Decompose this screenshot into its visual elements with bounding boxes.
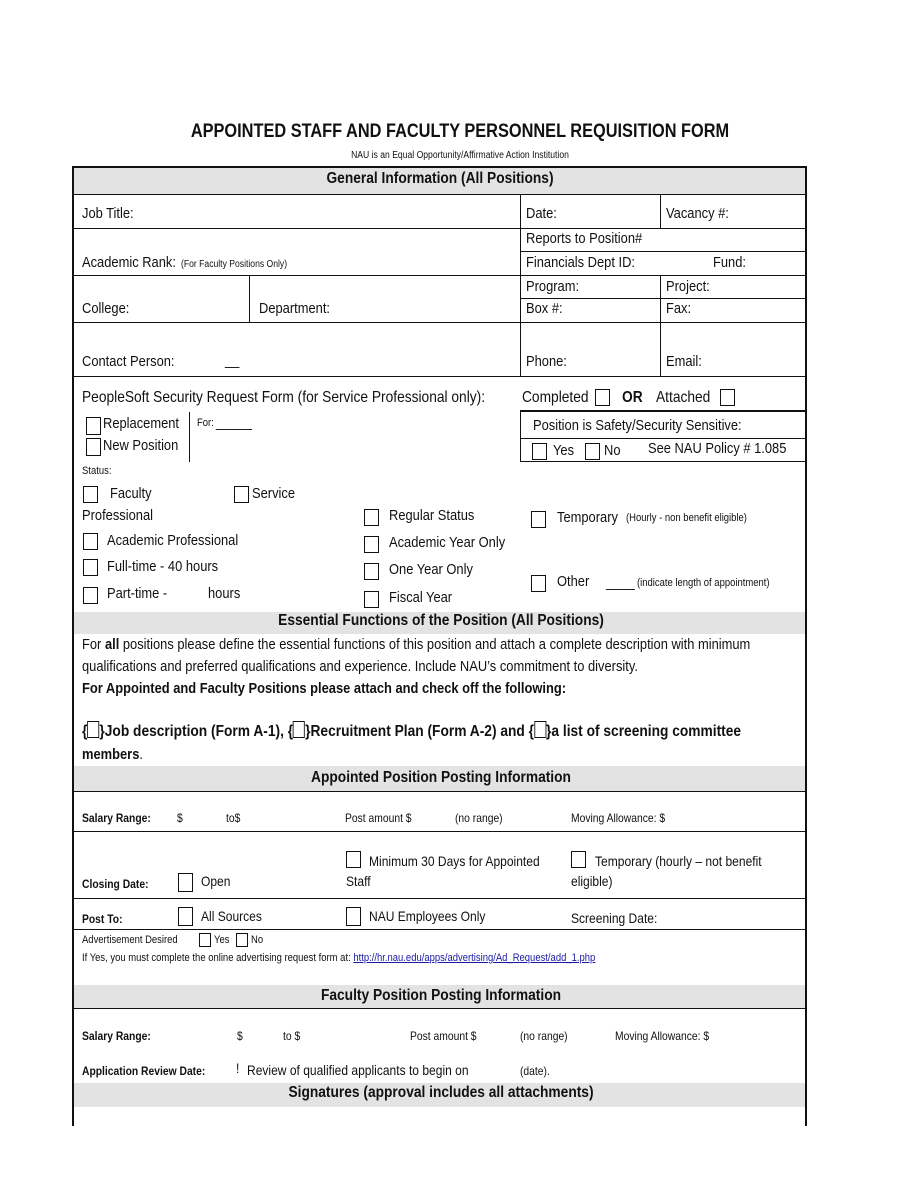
other-checkbox[interactable] — [531, 575, 546, 592]
no-range-label: (no range) — [455, 811, 503, 825]
general-heading: General Information (All Positions) — [326, 170, 554, 187]
grid-line — [72, 275, 806, 276]
open-checkbox[interactable] — [178, 873, 193, 892]
grid-line — [72, 322, 806, 323]
faculty-no-range-label: (no range) — [520, 1029, 568, 1043]
temporary-checkbox[interactable] — [531, 511, 546, 528]
other-note: (indicate length of appointment) — [637, 577, 770, 589]
essential-line-2: qualifications and preferred qualifications and experience. Include NAU’s commitment to diversity. — [82, 658, 638, 675]
appointed-heading: Appointed Position Posting Information — [311, 769, 571, 786]
fiscal-year-checkbox[interactable] — [364, 591, 379, 608]
email-label: Email: — [666, 353, 702, 370]
department-label: Department: — [259, 300, 330, 317]
salary-range-label: Salary Range: — [82, 811, 151, 825]
adv-request-link[interactable]: http://hr.nau.edu/apps/advertising/Ad_Request/add_1.php — [353, 952, 596, 964]
regular-status-checkbox[interactable] — [364, 509, 379, 526]
project-label: Project: — [666, 278, 710, 295]
safety-box-bottom — [520, 461, 806, 462]
attachments-line: { }Job description (Form A-1), { }Recruitment Plan (Form A-2) and { }a list of screening committee — [82, 723, 742, 740]
for-blank: _____ — [216, 414, 252, 431]
temp-hourly-label-cont: eligible) — [571, 873, 613, 889]
temporary-label: Temporary — [557, 509, 618, 526]
screening-committee-checkbox[interactable] — [534, 721, 546, 738]
form-subtitle: NAU is an Equal Opportunity/Affirmative Action Institution — [351, 150, 569, 161]
adv-yes-label: Yes — [214, 934, 230, 946]
part-time-checkbox[interactable] — [83, 587, 98, 604]
peoplesoft-underline — [520, 410, 806, 412]
safety-no-label: No — [604, 442, 621, 459]
grid-line — [520, 298, 806, 299]
attached-checkbox[interactable] — [720, 389, 735, 406]
adv-instruction: If Yes, you must complete the online advertising request form at: — [82, 952, 351, 964]
date-label: Date: — [526, 205, 557, 222]
nau-employees-label: NAU Employees Only — [369, 908, 486, 924]
replacement-label: Replacement — [103, 415, 180, 432]
service-label: Service — [252, 485, 296, 502]
recruitment-plan-checkbox[interactable] — [293, 721, 305, 738]
other-blank: ____ — [606, 574, 635, 591]
safety-box-left — [520, 412, 521, 462]
hours-label: hours — [208, 585, 241, 602]
review-bang: ! — [236, 1060, 240, 1076]
min30-checkbox[interactable] — [346, 851, 361, 868]
safety-yes-label: Yes — [553, 442, 575, 459]
adv-no-checkbox[interactable] — [236, 933, 248, 947]
new-position-label: New Position — [103, 437, 179, 454]
adv-yes-checkbox[interactable] — [199, 933, 211, 947]
or-label: OR — [622, 389, 643, 406]
essential-line-3: For Appointed and Faculty Positions please attach and check off the following: — [82, 680, 567, 697]
post-amount-label: Post amount $ — [345, 811, 412, 825]
fund-label: Fund: — [713, 254, 746, 271]
faculty-checkbox[interactable] — [83, 486, 98, 503]
faculty-label: Faculty — [110, 485, 152, 502]
faculty-post-amount-label: Post amount $ — [410, 1029, 477, 1043]
frame-left — [72, 166, 74, 1126]
essential-heading — [278, 612, 604, 630]
status-label: Status: — [82, 465, 112, 477]
part-time-label: Part-time - — [107, 585, 168, 602]
essential-line-1-bold: all — [104, 636, 120, 653]
reports-to-label: Reports to Position# — [526, 230, 643, 247]
safety-yes-checkbox[interactable] — [532, 443, 547, 460]
faculty-salary-range-label: Salary Range: — [82, 1029, 151, 1043]
screening-committee-label: a list of screening committee — [551, 723, 742, 740]
faculty-salary-to: to $ — [283, 1029, 301, 1043]
policy-label: See NAU Policy # 1.085 — [648, 440, 787, 457]
open-label: Open — [201, 873, 231, 889]
closing-date-label: Closing Date: — [82, 877, 149, 891]
temp-hourly-label: Temporary (hourly – not benefit — [595, 853, 762, 869]
full-time-label: Full-time - 40 hours — [107, 558, 219, 575]
contact-person-label: Contact Person: — [82, 353, 175, 370]
job-description-label: Job description (Form A-1), — [104, 723, 284, 740]
adv-text — [82, 952, 595, 964]
financials-dept-label: Financials Dept ID: — [526, 254, 635, 271]
job-description-checkbox[interactable] — [87, 721, 99, 738]
essential-line-1-post: positions please define the essential functions of this position and attach a complete description with minimum — [119, 636, 751, 653]
essential-line-1 — [82, 636, 750, 653]
grid-line — [520, 251, 806, 252]
all-sources-label: All Sources — [201, 908, 262, 924]
essential-line-1-pre: For — [82, 636, 105, 653]
all-sources-checkbox[interactable] — [178, 907, 193, 926]
salary-to: to$ — [226, 811, 241, 825]
vacancy-label: Vacancy #: — [666, 205, 729, 222]
for-label: For: — [197, 417, 214, 429]
service-checkbox[interactable] — [234, 486, 249, 503]
nau-employees-checkbox[interactable] — [346, 907, 361, 926]
professional-label: Professional — [82, 507, 153, 524]
fax-label: Fax: — [666, 300, 692, 317]
program-label: Program: — [526, 278, 580, 295]
faculty-heading: Faculty Position Posting Information — [320, 987, 562, 1004]
safety-box-divider — [520, 438, 806, 439]
min30-label-cont: Staff — [346, 873, 371, 889]
peoplesoft-label: PeopleSoft Security Request Form (for Service Professional only): — [82, 389, 486, 406]
one-year-only-label: One Year Only — [389, 561, 473, 578]
salary-dollar: $ — [177, 811, 183, 825]
grid-line — [72, 898, 806, 899]
grid-line — [72, 228, 806, 229]
academic-professional-checkbox[interactable] — [83, 533, 98, 550]
signatures-heading: Signatures (approval includes all attachments) — [288, 1084, 594, 1101]
post-to-label: Post To: — [82, 912, 123, 926]
college-label: College: — [82, 300, 130, 317]
faculty-salary-dollar: $ — [237, 1029, 243, 1043]
completed-label: Completed — [522, 389, 589, 406]
grid-line — [72, 1008, 806, 1009]
academic-rank-note: (For Faculty Positions Only) — [181, 259, 288, 270]
screening-date-label: Screening Date: — [571, 910, 658, 926]
replacement-checkbox[interactable] — [86, 417, 101, 435]
replacement-divider — [189, 412, 190, 462]
frame-right — [805, 166, 807, 1126]
grid-vline — [520, 194, 521, 376]
other-label: Other — [557, 573, 590, 590]
job-title-label: Job Title: — [82, 205, 134, 222]
members-period: . — [139, 746, 143, 763]
essential-heading-text: Essential Functions of the Position (All Positions) — [278, 612, 604, 629]
academic-year-only-label: Academic Year Only — [389, 534, 506, 551]
phone-label: Phone: — [526, 353, 567, 370]
academic-professional-label: Academic Professional — [107, 532, 239, 549]
grid-line — [72, 194, 806, 195]
attachments-line-cont — [82, 746, 143, 763]
adv-desired-label: Advertisement Desired — [82, 934, 178, 946]
grid-vline — [660, 275, 661, 376]
temp-hourly-checkbox[interactable] — [571, 851, 586, 868]
grid-line — [72, 831, 806, 832]
safety-sensitive-label: Position is Safety/Security Sensitive: — [533, 417, 742, 434]
adv-no-label: No — [251, 934, 264, 946]
grid-line — [72, 376, 806, 377]
members-label: members — [82, 746, 140, 763]
grid-line — [72, 929, 806, 930]
box-label: Box #: — [526, 300, 563, 317]
grid-vline — [249, 275, 250, 322]
review-date-label: Application Review Date: — [82, 1064, 206, 1078]
form-title: APPOINTED STAFF AND FACULTY PERSONNEL REQUISITION FORM — [190, 121, 730, 142]
min30-label: Minimum 30 Days for Appointed — [369, 853, 540, 869]
moving-allowance-label: Moving Allowance: $ — [571, 811, 666, 825]
safety-no-checkbox[interactable] — [585, 443, 600, 460]
fiscal-year-label: Fiscal Year — [389, 589, 453, 606]
academic-year-only-checkbox[interactable] — [364, 536, 379, 553]
review-date-note: (date). — [520, 1064, 550, 1078]
recruitment-plan-label: Recruitment Plan (Form A-2) and — [310, 723, 525, 740]
grid-line — [72, 791, 806, 792]
academic-rank-label: Academic Rank: — [82, 254, 176, 271]
new-position-checkbox[interactable] — [86, 438, 101, 456]
one-year-only-checkbox[interactable] — [364, 563, 379, 580]
review-text: Review of qualified applicants to begin on — [247, 1062, 469, 1078]
full-time-checkbox[interactable] — [83, 559, 98, 576]
regular-status-label: Regular Status — [389, 507, 475, 524]
attached-label: Attached — [656, 389, 711, 406]
faculty-moving-allowance-label: Moving Allowance: $ — [615, 1029, 710, 1043]
grid-vline — [660, 194, 661, 228]
temporary-note: (Hourly - non benefit eligible) — [626, 512, 747, 524]
completed-checkbox[interactable] — [595, 389, 610, 406]
contact-person-blank: __ — [225, 352, 240, 369]
